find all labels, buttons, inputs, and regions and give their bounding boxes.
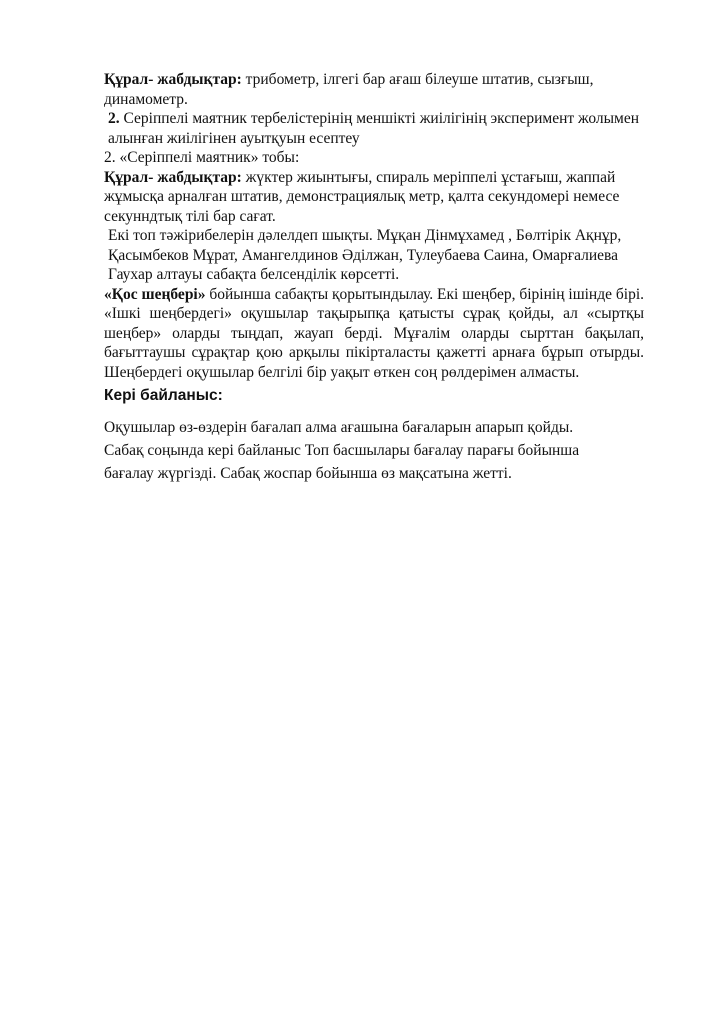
task-number: 2.	[108, 110, 120, 127]
task-paragraph-2	[104, 109, 644, 148]
task-text: Серіппелі маятник тербелістерінің меншікті жиілігінің эксперимент жолымен алынған жиілігінен ауытқуын есептеу	[108, 110, 640, 147]
equipment-label-2: Құрал- жабдықтар:	[104, 168, 242, 186]
summary-text: бойынша сабақты қорытындылау. Екі шеңбер, бірінің ішінде бірі. «Ішкі шеңбердегі» оқушылар тақырыпқа қатысты сұрақ қойды, ал «сыртқы шеңбер» оларды тыңдап, жауап берді. Мұғалім оларды сырттан бақылап, бағыттаушы сұрақтар қою арқылы пікірталасты қажетті арнаға бұрып отырды. Шеңбердегі оқушылар белгілі бір уақыт өткен соң рөлдерімен алмасты.	[104, 285, 644, 381]
equipment-text-1: трибометр, ілгегі бар ағаш білеуше штатив, сызғыш, динамометр.	[104, 71, 594, 108]
equipment-paragraph-1	[104, 70, 644, 109]
proof-paragraph: Екі топ тәжірибелерін дәлелдеп шықты. Мұқан Дінмұхамед , Бөлтірік Ақнұр, Қасымбеков Мұрат, Амангелдинов Әділжан, Тулеубаева Саина, Омарғалиева Гаухар алтауы сабақта белсенділік көрсетті.	[108, 227, 622, 283]
summary-label: «Қос шеңбері»	[104, 285, 206, 303]
feedback-line-2: Сабақ соңында кері байланыс Топ басшылары бағалау парағы бойынша	[104, 441, 580, 459]
equipment-text-2: жүктер жиынтығы, спираль меріппелі ұстағыш, жаппай жұмысқа арналған штатив, демонстрациялық метр, қалта секундомері немесе секунндтық тілі бар сағат.	[104, 168, 620, 225]
feedback-line-1: Оқушылар өз-өздерін бағалап алма ағашына бағаларын апарып қойды.	[104, 418, 574, 436]
equipment-paragraph-2	[104, 168, 644, 227]
group-title: 2. «Серіппелі маятник» тобы:	[104, 149, 300, 166]
feedback-heading: Кері байланыс:	[104, 387, 223, 404]
summary-paragraph	[104, 285, 644, 383]
document-page	[104, 70, 644, 485]
feedback-line-3: бағалау жүргізді. Сабақ жоспар бойынша өз мақсатына жетті.	[104, 464, 512, 482]
equipment-label-1: Құрал- жабдықтар:	[104, 71, 242, 88]
feedback-section	[104, 416, 644, 485]
